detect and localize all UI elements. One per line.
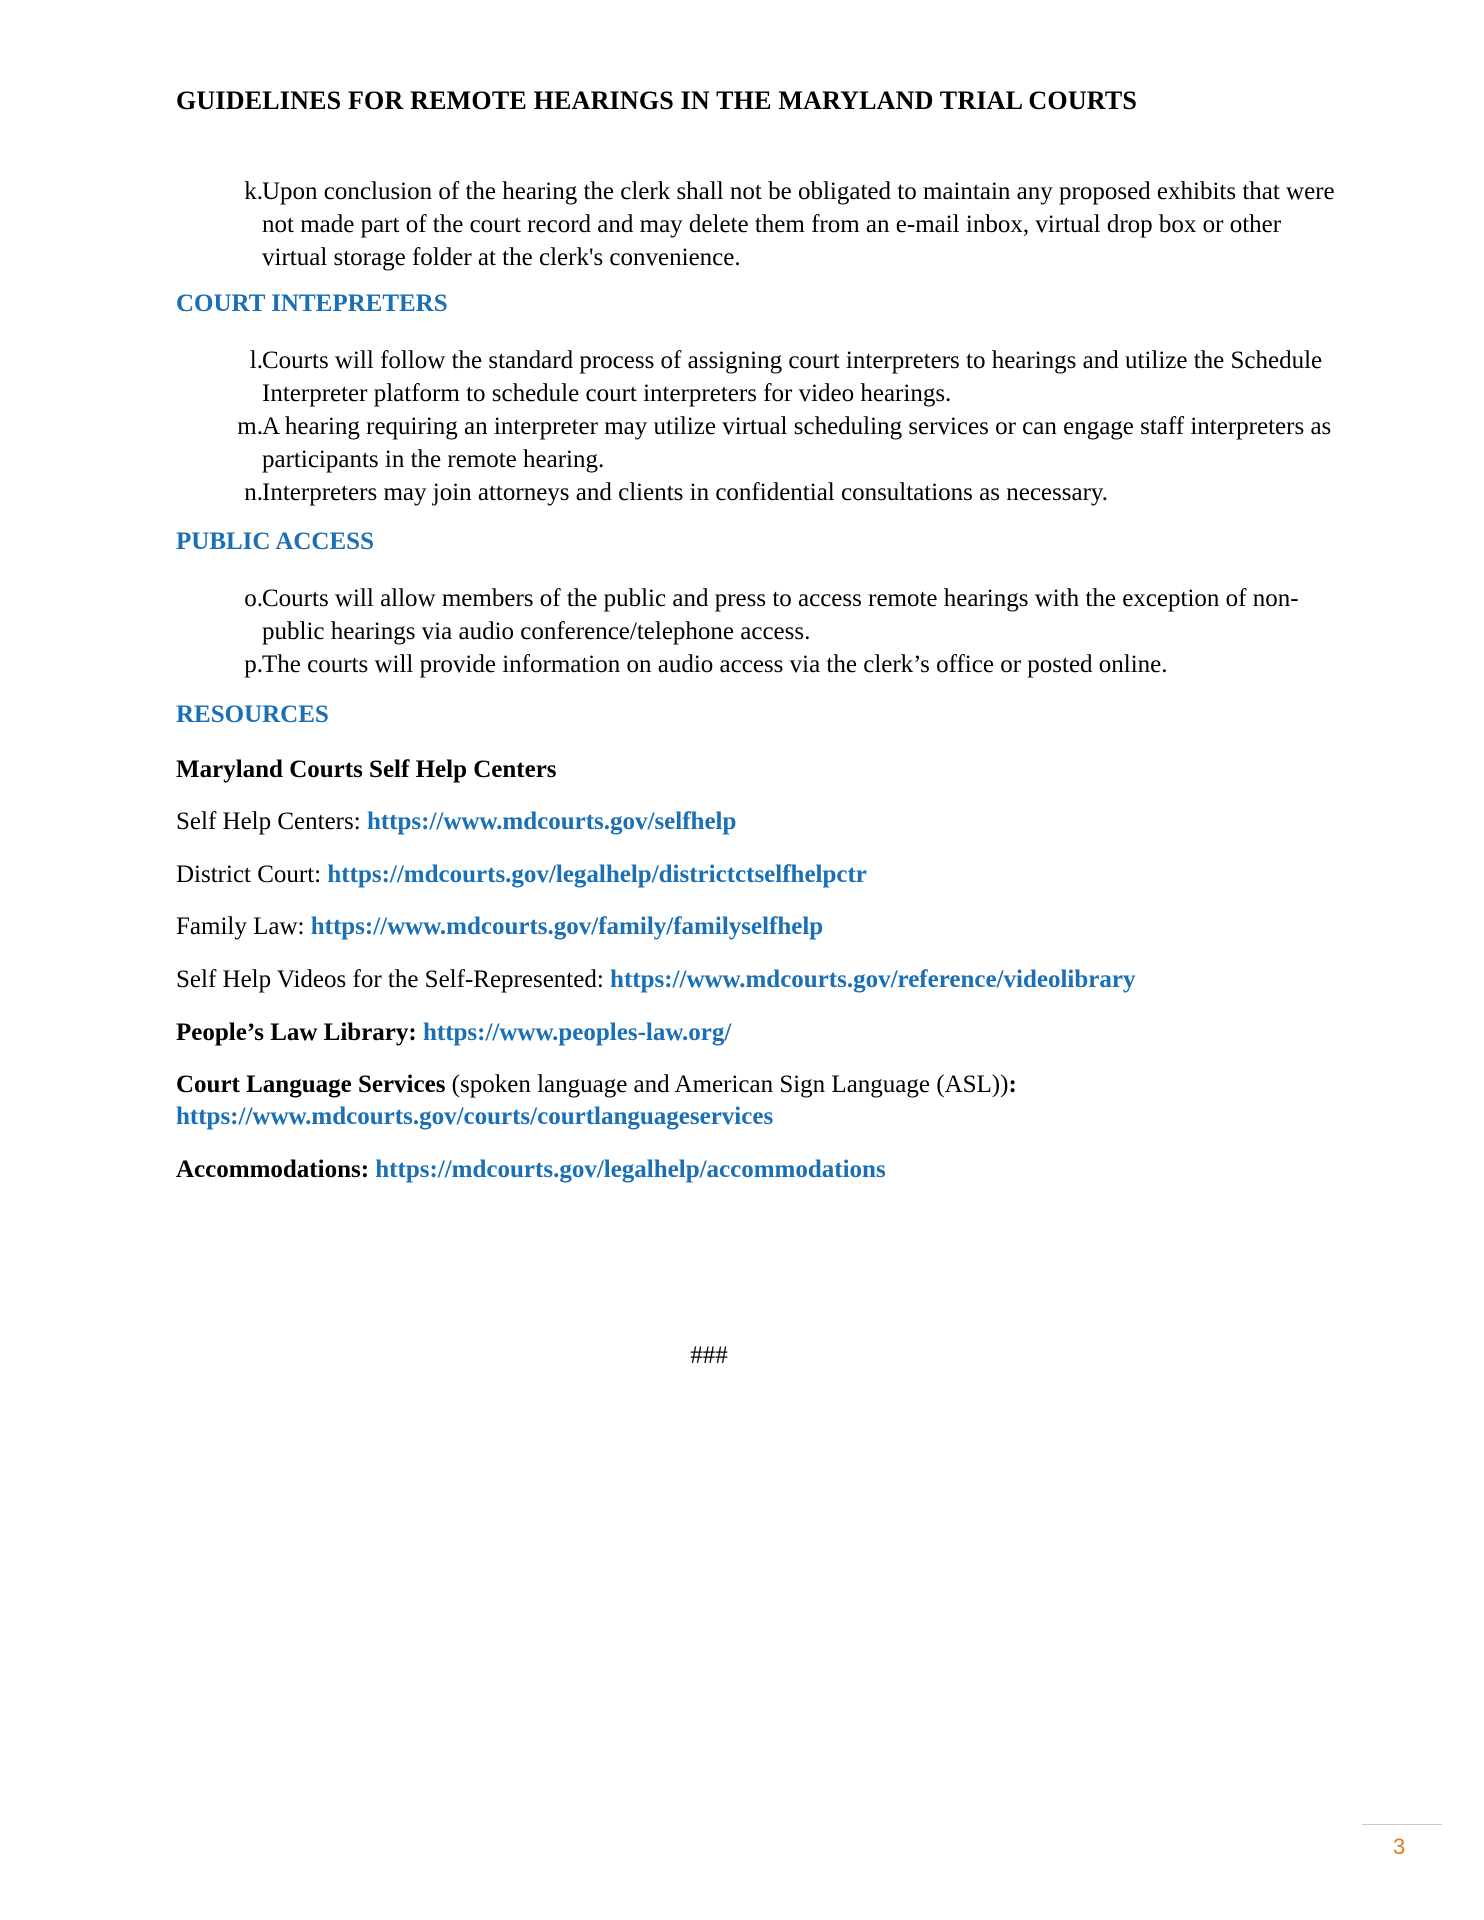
resource-label: Family Law: <box>176 913 311 940</box>
list-item-o <box>215 582 1335 648</box>
list-item-text: The courts will provide information on audio access via the clerk’s office or posted online. <box>262 651 1168 678</box>
resource-label: People’s Law Library: <box>176 1019 423 1046</box>
resource-court-language-services <box>176 1068 1017 1101</box>
list-item-n <box>215 476 1335 509</box>
list-item-m <box>215 410 1335 476</box>
section-heading-court-interpreters: COURT INTEPRETERS <box>176 290 448 317</box>
list-marker: k. <box>244 178 263 205</box>
document-title: GUIDELINES FOR REMOTE HEARINGS IN THE MARYLAND TRIAL COURTS <box>176 86 1138 115</box>
video-library-link[interactable]: https://www.mdcourts.gov/reference/videolibrary <box>610 966 1136 993</box>
accommodations-link[interactable]: https://mdcourts.gov/legalhelp/accommodations <box>375 1156 886 1183</box>
list-item-p <box>215 648 1335 681</box>
section-heading-resources: RESOURCES <box>176 701 329 728</box>
resource-label: Court Language Services <box>176 1071 446 1098</box>
resource-colon: : <box>1008 1071 1017 1098</box>
self-help-centers-link[interactable]: https://www.mdcourts.gov/selfhelp <box>366 808 737 835</box>
resource-label: Self Help Centers: <box>176 808 367 835</box>
list-marker: p. <box>244 651 263 678</box>
resource-self-help-centers <box>176 805 736 838</box>
list-item-text: Interpreters may join attorneys and clients in confidential consultations as necessary. <box>262 479 1109 506</box>
court-language-services-link[interactable]: https://www.mdcourts.gov/courts/courtlanguageservices <box>176 1103 774 1130</box>
list-item-text: Courts will follow the standard process of assigning court interpreters to hearings and utilize the Schedule Interpreter platform to schedule court interpreters for video hearings. <box>262 347 1323 407</box>
list-marker: o. <box>244 585 263 612</box>
list-item-k <box>215 175 1335 274</box>
list-item-text: Courts will allow members of the public and press to access remote hearings with the exception of non-public hearings via audio conference/telephone access. <box>262 585 1299 645</box>
section-heading-public-access: PUBLIC ACCESS <box>176 528 374 555</box>
resource-district-court <box>176 858 867 891</box>
family-law-link[interactable]: https://www.mdcourts.gov/family/familyselfhelp <box>310 913 824 940</box>
end-of-document-mark: ### <box>690 1342 728 1369</box>
footer-divider <box>1362 1824 1442 1825</box>
peoples-law-link[interactable]: https://www.peoples-law.org/ <box>422 1019 732 1046</box>
list-item-l <box>215 344 1335 410</box>
resource-label: Self Help Videos for the Self-Represented: <box>176 966 611 993</box>
list-item-text: A hearing requiring an interpreter may utilize virtual scheduling services or can engage staff interpreters as participants in the remote hearing. <box>262 413 1332 473</box>
resource-family-law <box>176 910 823 943</box>
resource-note: (spoken language and American Sign Language (ASL)) <box>445 1071 1009 1098</box>
resource-accommodations <box>176 1153 886 1186</box>
district-court-link[interactable]: https://mdcourts.gov/legalhelp/districtctselfhelpctr <box>327 861 867 888</box>
resource-label: District Court: <box>176 861 328 888</box>
resources-subheading: Maryland Courts Self Help Centers <box>176 756 557 783</box>
resource-self-help-videos <box>176 963 1135 996</box>
resource-peoples-law-library <box>176 1016 731 1049</box>
list-item-text: Upon conclusion of the hearing the clerk shall not be obligated to maintain any proposed exhibits that were not made part of the court record and may delete them from an e-mail inbox, virtual drop box or other virtual storage folder at the clerk's convenience. <box>262 178 1335 271</box>
page-number: 3 <box>1393 1834 1406 1859</box>
list-marker: m. <box>237 413 263 440</box>
resource-label: Accommodations: <box>176 1156 376 1183</box>
list-marker: l. <box>249 347 263 374</box>
resource-court-language-services-url <box>176 1100 773 1133</box>
list-marker: n. <box>244 479 263 506</box>
